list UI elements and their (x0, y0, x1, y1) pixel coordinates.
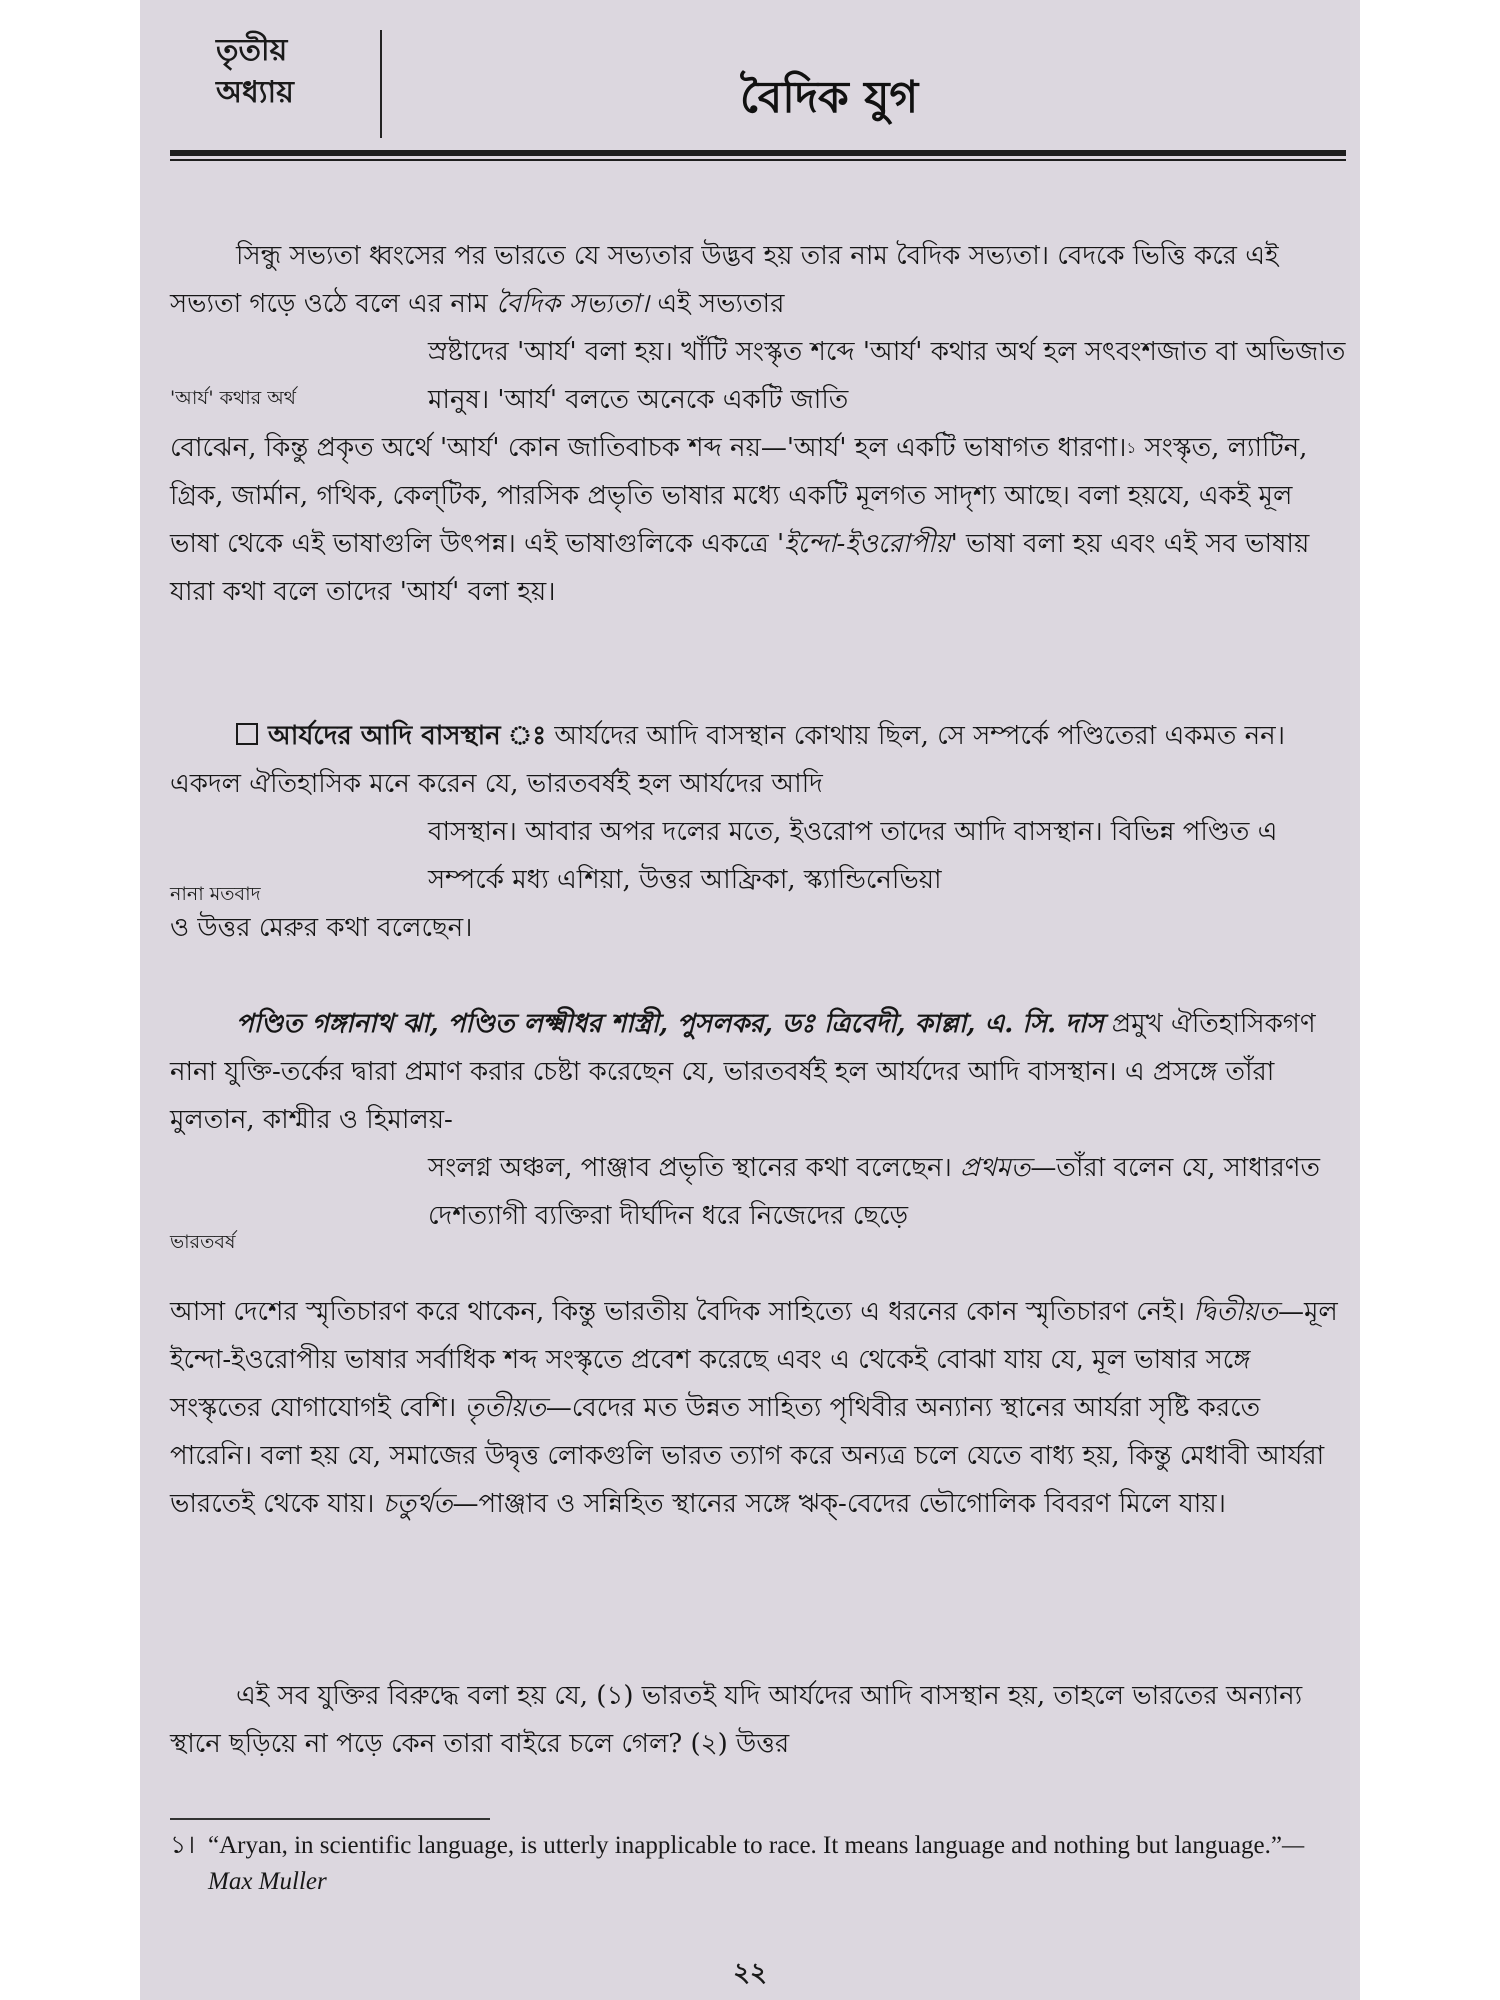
paragraph-text: এই সব যুক্তির বিরুদ্ধে বলা হয় যে, (১) ভারতই যদি আর্যদের আদি বাসস্থান হয়, তাহলে ভারতের অন্যান্য স্থানে ছড়িয়ে না পড়ে কেন তারা বাইরে চলে গেল? (২) উত্তর (170, 1681, 1303, 1759)
footnote-separator (170, 1818, 490, 1820)
paragraph-text: বাসস্থান। আবার অপর দলের মতে, ইওরোপ তাদের আদি বাসস্থান। বিভিন্ন পণ্ডিত এ সম্পর্কে মধ্য এশিয়া, উত্তর আফ্রিকা, স্ক্যান্ডিনেভিয়া (428, 817, 1278, 895)
page-number: ২২ (733, 1958, 767, 1988)
paragraph-theories-indented (428, 808, 1348, 904)
scholar-names: পণ্ডিত গঙ্গানাথ ঝা, পণ্ডিত লক্ষ্মীধর শাস্ত্রী, পুসলকর, ডঃ ত্রিবেদী, কাল্লা, এ. সি. দাস (236, 1009, 1104, 1039)
paragraph-text: সিন্ধু সভ্যতা ধ্বংসের পর ভারতে যে সভ্যতার উদ্ভব হয় তার নাম বৈদিক সভ্যতা। বেদকে ভিত্তি করে এই সভ্যতা গড়ে ওঠে বলে এর নাম (170, 241, 1279, 319)
paragraph-arya-indented (428, 328, 1348, 424)
chapter-label (216, 30, 336, 114)
paragraph-original-home (170, 712, 1348, 808)
chapter-label-line1: তৃতীয় (216, 33, 288, 68)
paragraph-intro (170, 232, 1348, 328)
paragraph-counter-arguments (170, 1672, 1348, 1768)
book-page (140, 0, 1360, 2000)
footnote-quote: “Aryan, in scientific language, is utterly inapplicable to race. It means language and nothing but language.” (208, 1832, 1282, 1859)
footnote-marker[interactable]: ১ (1126, 439, 1137, 457)
paragraph-text: প্রমুখ ঐতিহাসিকগণ নানা যুক্তি-তর্কের দ্বারা প্রমাণ করার চেষ্টা করেছেন যে, ভারতবর্ষই হল আর্যদের আদি বাসস্থান। এ প্রসঙ্গে তাঁরা মুলতান, কাশ্মীর ও হিমালয়- (170, 1009, 1316, 1135)
section-heading (236, 721, 546, 751)
header-rule-thick (170, 150, 1346, 156)
footnote-number: ১। (170, 1832, 196, 1859)
emphasis-term: বৈদিক সভ্যতা। (496, 289, 650, 319)
chapter-header (170, 26, 1350, 144)
header-rule-thin (170, 159, 1346, 161)
checkbox-bullet-icon (236, 723, 258, 745)
paragraph-arguments (170, 1288, 1348, 1528)
paragraph-text: বোঝেন, কিন্তু প্রকৃত অর্থে 'আর্য' কোন জাতিবাচক শব্দ নয়—'আর্য' হল একটি ভাষাগত ধারণা। (170, 433, 1127, 463)
paragraph-text: আর্যদের আদি বাসস্থান কোথায় ছিল, সে সম্পর্কে পণ্ডিতেরা একমত নন। একদল ঐতিহাসিক মনে করেন যে, ভারতবর্ষই হল আর্যদের আদি (170, 721, 1285, 799)
margin-note-bharatvarsha: ভারতবর্ষ (170, 1231, 236, 1253)
margin-note-arya-meaning: 'আর্য' কথার অর্থ (170, 387, 296, 409)
chapter-label-line2: অধ্যায় (216, 75, 294, 110)
paragraph-text: ভাষা বলা হয় এবং এই সব ভাষায় যারা কথা বলে তাদের 'আর্য' বলা হয়। (170, 529, 1310, 607)
emphasis-term: 'ইন্দো-ইওরোপীয়' (776, 529, 958, 559)
paragraph-scholars (170, 1000, 1348, 1144)
paragraph-text: সংস্কৃত, ল্যাটিন, গ্রিক, জার্মান, গথিক, কেল্‌টিক, পারসিক প্রভৃতি ভাষার মধ্যে একটি মূলগত সাদৃশ্য আছে। বলা হয়যে, একই মূল ভাষা থেকে এই ভাষাগুলি উৎপন্ন। এই ভাষাগুলিকে একত্রে (170, 433, 1308, 559)
paragraph-text: সংলগ্ন অঞ্চল, পাঞ্জাব প্রভৃতি স্থানের কথা বলেছেন। (428, 1153, 961, 1183)
emphasis-term: চতুর্থত (382, 1489, 453, 1519)
emphasis-term: প্রথমত (960, 1153, 1031, 1183)
paragraph-arya-concept (170, 424, 1348, 616)
paragraph-text: ও উত্তর মেরুর কথা বলেছেন। (170, 913, 473, 943)
header-divider (380, 30, 382, 138)
chapter-title: বৈদিক যুগ (740, 72, 919, 123)
paragraph-text: —তাঁরা বলেন যে, সাধারণত দেশত্যাগী ব্যক্তিরা দীর্ঘদিন ধরে নিজেদের ছেড়ে (428, 1153, 1320, 1231)
section-heading-text: আর্যদের আদি বাসস্থান ঃ (268, 721, 547, 751)
footnote-text (208, 1828, 1348, 1900)
paragraph-text: —বেদের মত উন্নত সাহিত্য পৃথিবীর অন্যান্য স্থানের আর্যরা সৃষ্টি করতে পারেনি। বলা হয় যে, সমাজের উদ্বৃত্ত লোকগুলি ভারত ত্যাগ করে অন্যত্র চলে যেতে বাধ্য হয়, কিন্তু মেধাবী আর্যরা ভারতেই থেকে যায়। (170, 1393, 1325, 1519)
footnote-author: —Max Muller (208, 1832, 1305, 1895)
emphasis-term: তৃতীয়ত (464, 1393, 546, 1423)
paragraph-text: —মূল ইন্দো-ইওরোপীয় ভাষার সর্বাধিক শব্দ সংস্কৃতে প্রবেশ করেছে এবং এ থেকেই বোঝা যায় যে, মূল ভাষার সঙ্গে সংস্কৃতের যোগাযোগই বেশি। (170, 1297, 1338, 1423)
paragraph-text: স্রষ্টাদের 'আর্য' বলা হয়। খাঁটি সংস্কৃত শব্দে 'আর্য' কথার অর্থ হল সৎবংশজাত বা অভিজাত মানুষ। 'আর্য' বলতে অনেকে একটি জাতি (428, 337, 1346, 415)
margin-note-theories: নানা মতবাদ (170, 883, 261, 905)
paragraph-theories-end (170, 904, 1348, 952)
paragraph-regions-indented (428, 1144, 1348, 1240)
paragraph-text: এই সভ্যতার (649, 289, 785, 319)
paragraph-text: —পাঞ্জাব ও সন্নিহিত স্থানের সঙ্গে ঋক্‌-বেদের ভৌগোলিক বিবরণ মিলে যায়। (452, 1489, 1226, 1519)
emphasis-term: দ্বিতীয়ত (1193, 1297, 1278, 1327)
paragraph-text: আসা দেশের স্মৃতিচারণ করে থাকেন, কিন্তু ভারতীয় বৈদিক সাহিত্যে এ ধরনের কোন স্মৃতিচারণ নেই। (170, 1297, 1194, 1327)
